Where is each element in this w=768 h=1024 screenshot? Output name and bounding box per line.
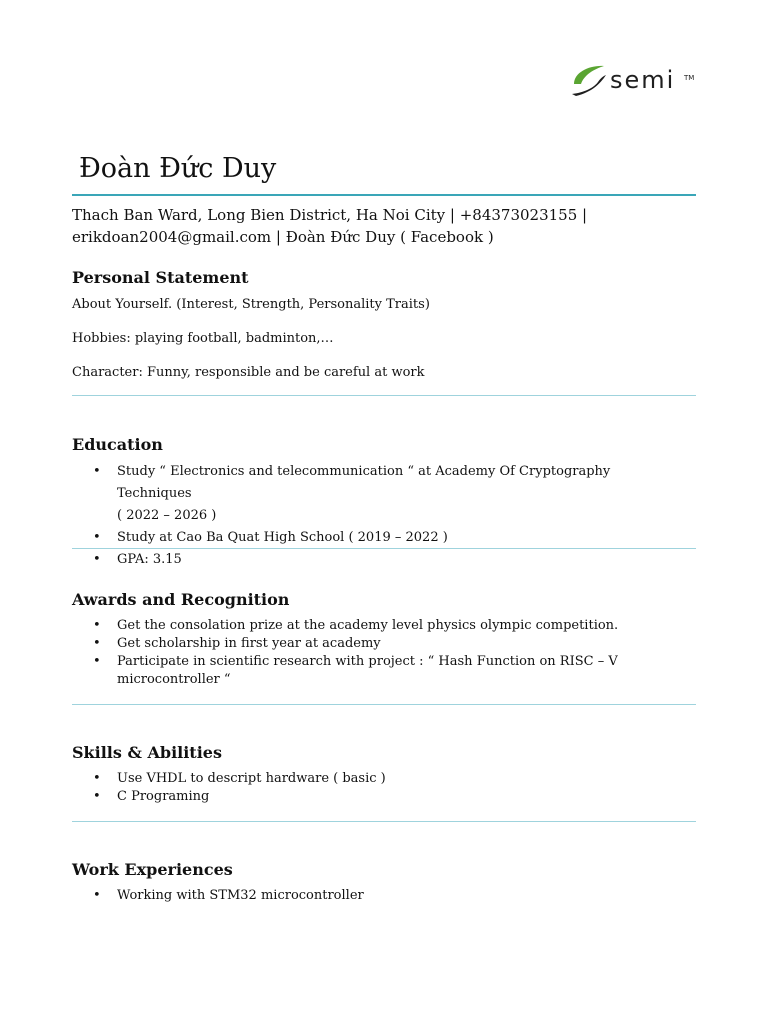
header-divider bbox=[72, 194, 696, 196]
bullet-icon: • bbox=[93, 530, 101, 545]
list-item: • Participate in scientific research with project : “ Hash Function on RISC – V bbox=[93, 654, 618, 669]
semi-swoosh-logo-icon bbox=[570, 62, 610, 98]
bullet-icon: • bbox=[93, 789, 101, 804]
logo-wordmark: semi bbox=[610, 66, 676, 94]
statement-hobbies: Hobbies: playing football, badminton,… bbox=[72, 331, 334, 346]
list-item: • GPA: 3.15 bbox=[72, 549, 672, 571]
list-item-continuation: ( 2022 – 2026 ) bbox=[117, 508, 217, 523]
candidate-name: Đoàn Đức Duy bbox=[79, 153, 277, 184]
section-title-personal-statement: Personal Statement bbox=[72, 268, 249, 287]
list-item: • Study “ Electronics and telecommunication “ at Academy Of Cryptography Techniques bbox=[72, 461, 672, 505]
bullet-icon: • bbox=[93, 636, 101, 651]
bullet-icon: • bbox=[93, 552, 101, 567]
contact-info: Thach Ban Ward, Long Bien District, Ha Noi City | +84373023155 | erikdoan2004@gmail.com | Đoàn Đức Duy ( Facebook ) bbox=[72, 206, 588, 246]
logo-trademark: TM bbox=[684, 74, 695, 82]
list-item: • Study at Cao Ba Quat High School ( 2019 – 2022 ) bbox=[72, 527, 672, 549]
bullet-icon: • bbox=[93, 771, 101, 786]
list-item: • Get scholarship in first year at academy bbox=[93, 636, 381, 651]
bullet-icon: • bbox=[93, 654, 101, 669]
bullet-icon: • bbox=[93, 618, 101, 633]
section-title-work: Work Experiences bbox=[72, 860, 233, 879]
awards-list bbox=[72, 617, 672, 689]
section-divider bbox=[72, 395, 696, 396]
section-title-skills: Skills & Abilities bbox=[72, 743, 222, 762]
statement-about: About Yourself. (Interest, Strength, Personality Traits) bbox=[72, 297, 430, 312]
list-item-continuation: microcontroller “ bbox=[117, 672, 231, 687]
work-list bbox=[72, 887, 672, 905]
bullet-icon: • bbox=[93, 464, 101, 479]
semi-logo bbox=[570, 62, 694, 102]
list-item: • Get the consolation prize at the academy level physics olympic competition. bbox=[93, 618, 619, 633]
education-list bbox=[72, 461, 672, 571]
section-divider bbox=[72, 548, 696, 549]
bullet-icon: • bbox=[93, 888, 101, 903]
section-title-education: Education bbox=[72, 435, 163, 454]
list-item: • Use VHDL to descript hardware ( basic ) bbox=[93, 771, 386, 786]
section-divider bbox=[72, 704, 696, 705]
statement-character: Character: Funny, responsible and be careful at work bbox=[72, 365, 425, 380]
skills-list bbox=[72, 770, 672, 806]
section-title-awards: Awards and Recognition bbox=[72, 590, 290, 609]
list-item: • C Programing bbox=[93, 789, 210, 804]
list-item: • Working with STM32 microcontroller bbox=[93, 888, 364, 903]
section-divider bbox=[72, 821, 696, 822]
